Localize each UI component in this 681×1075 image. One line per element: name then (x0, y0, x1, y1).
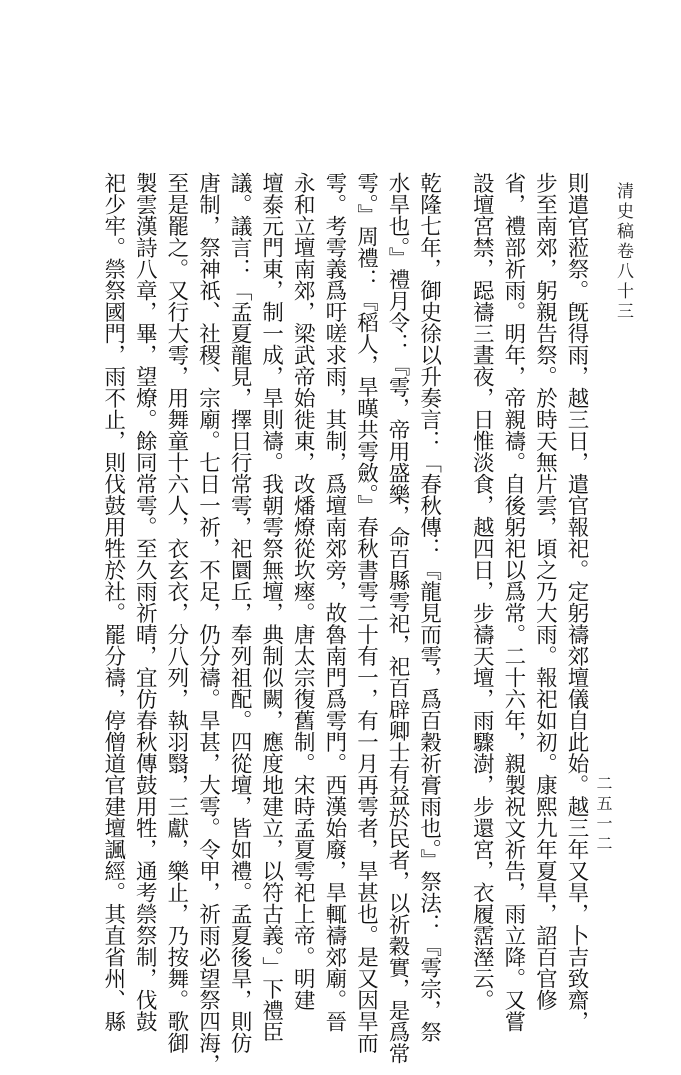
text-column: 雩。考雩義爲吁嗟求雨，其制，爲壇南郊旁，故魯南門爲雩門。西漢始廢，旱輒禱郊廟。晉 (321, 172, 347, 1032)
running-header: 清史稿卷八十三 (613, 182, 633, 322)
text-column-paragraph-start: 乾隆七年，御史徐以升奏言：「春秋傳：『龍見而雩，爲百穀祈膏雨也。』祭法：『雩宗，祭 (416, 172, 442, 1043)
text-column: 設壇宮禁，跽禱三晝夜，日惟淡食，越四日，步禱天壇，雨驟澍，步還宮，衣履霑溼云。 (469, 172, 495, 1011)
text-column: 製雲漢詩八章，畢，望燎。餘同常雩。至久雨祈晴，宜仿春秋傳鼓用牲，通考禜祭制，伐鼓 (132, 172, 158, 1032)
text-column: 壇泰元門東，制一成，旱則禱。我朝雩祭無壇，典制似闕，應度地建立，以符古義。」下禮臣 (258, 172, 284, 1043)
text-column: 則遣官蒞祭。旣得雨，越三日，遣官報祀。定躬禱郊壇儀自此始。越三年又旱，卜吉致齋， (564, 172, 589, 1032)
text-column: 步至南郊，躬親告祭。於時天無片雲，頃之乃大雨。報祀如初。康熙九年夏旱，詔百官修 (532, 172, 558, 1011)
text-column: 議。議言：「孟夏龍見，擇日行常雩，祀圜丘，奉列祖配。四從壇，皆如禮。孟夏後旱，則仿 (227, 172, 253, 1054)
text-column: 祀少牢。禜祭國門，雨不止，則伐鼓用牲於社。罷分禱，停僧道官建壇諷經。其直省州、縣 (100, 172, 126, 1032)
text-column: 省，禮部祈雨。明年，帝親禱。自後躬祀以爲常。二十六年，親製祝文祈告，雨立降。又嘗 (500, 172, 526, 1032)
text-column: 雩。』周禮：『稻人，旱暵共雩斂。』春秋書雩二十有一，有一月再雩者，旱甚也。是又因旱而 (353, 172, 379, 1054)
text-column: 水旱也。』禮月令：『雩，帝用盛樂，命百縣雩祀，祀百辟卿士有益於民者，以祈穀實，是爲常 (385, 172, 411, 1065)
page-number: 二五一二 (594, 775, 613, 855)
text-column: 唐制，祭神祇、社稷、宗廟。七日一祈，不足，仍分禱。旱甚，大雩。令甲，祈雨必望祭四海， (195, 172, 221, 1075)
text-column: 永和立壇南郊，梁武帝始徙東，改燔燎從坎瘞。唐太宗復舊制。宋時孟夏雩祀上帝。明建 (290, 172, 316, 1011)
text-column: 至是罷之。又行大雩，用舞童十六人，衣玄衣，分八列，執羽翳，三獻，樂止，乃按舞。歌御 (163, 172, 189, 1054)
main-text (60, 172, 592, 1075)
